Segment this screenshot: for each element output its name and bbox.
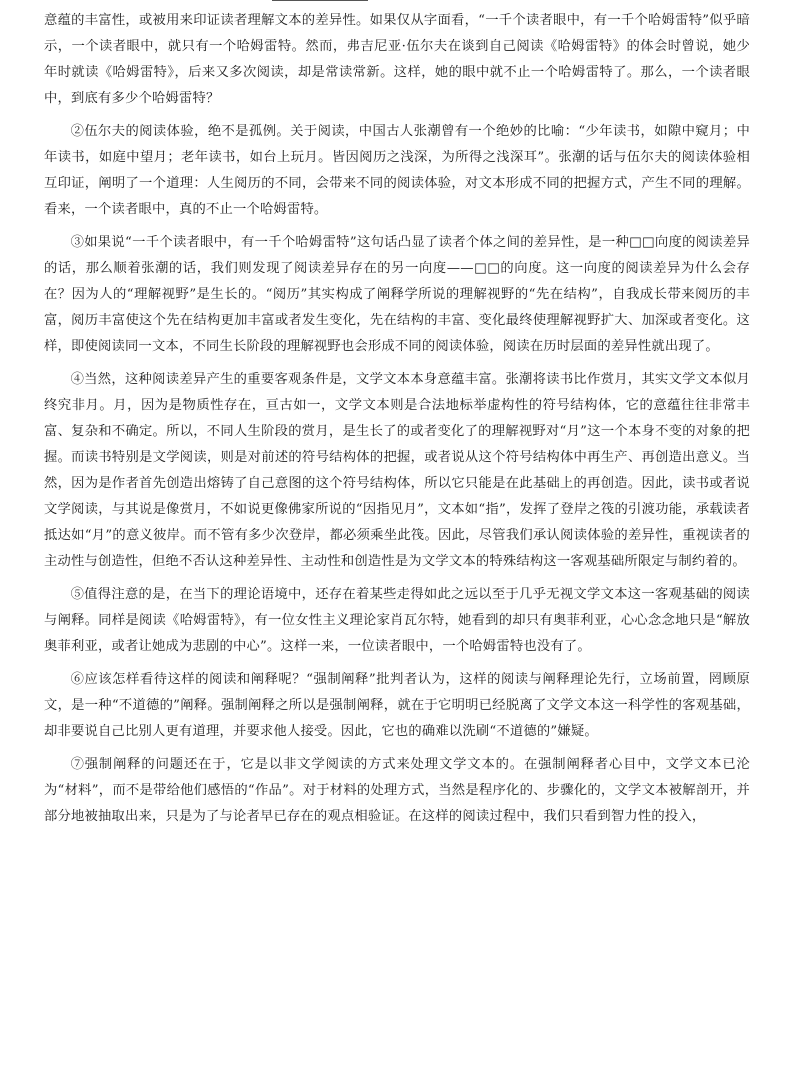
paragraph-4: ④当然，这种阅读差异产生的重要客观条件是，文学文本本身意蕴丰富。张潮将读书比作赏月，其实文学文本似月终究非月。月，因为是物质性存在，亘古如一，文学文本则是合法地标举虚构性的符号结构体，它的意蕴往往非常丰富、复杂和不确定。所以，不同人生阶段的赏月，是生长了的或者变化了的理解视野对“月”这一个本身不变的对象的把握。而读书特别是文学阅读，则是对前述的符号结构体的把握，或者说从这个符号结构体中再生产、再创造出意义。当然，因为是作者首先创造出熔铸了自己意图的这个符号结构体，所以它只能是在此基础上的再创造。因此，读书或者说文学阅读，与其说是像赏月，不如说更像佛家所说的“因指见月”，文本如“指”，发挥了登岸之筏的引渡功能，承载读者抵达如“月”的意义彼岸。而不管有多少次登岸，都必须乘坐此筏。因此，尽管我们承认阅读体验的差异性，重视读者的主动性与创造性，但绝不否认这种差异性、主动性和创造性是为文学文本的特殊结构这一客观基础所限定与制约着的。 (44, 372, 750, 569)
paragraph-5: ⑤值得注意的是，在当下的理论语境中，还存在着某些走得如此之远以至于几乎无视文学文本这一客观基础的阅读与阐释。同样是阅读《哈姆雷特》，有一位女性主义理论家肖瓦尔特，她看到的却只有奥菲利亚，心心念念地只是“解放奥菲利亚，或者让她成为悲剧的中心”。这样一来，一位读者眼中，一个哈姆雷特也没有了。 (44, 587, 750, 654)
paragraph-continuation: 意蕴的丰富性，或被用来印证读者理解文本的差异性。如果仅从字面看，“一千个读者眼中，有一千个哈姆雷特”似乎暗示，一个读者眼中，就只有一个哈姆雷特。然而，弗吉尼亚·伍尔夫在谈到自己阅读《哈姆雷特》的体会时曾说，她少年时就读《哈姆雷特》，后来又多次阅读，却是常读常新。这样，她的眼中就不止一个哈姆雷特了。那么，一个读者眼中，到底有多少个哈姆雷特？ (44, 13, 750, 106)
header-rule (272, 0, 368, 2)
paragraph-2: ②伍尔夫的阅读体验，绝不是孤例。关于阅读，中国古人张潮曾有一个绝妙的比喻：“少年读书，如隙中窥月；中年读书，如庭中望月；老年读书，如台上玩月。皆因阅历之浅深，为所得之浅深耳”。张潮的话与伍尔夫的阅读体验相互印证，阐明了一个道理：人生阅历的不同，会带来不同的阅读体验，对文本形成不同的把握方式，产生不同的理解。看来，一个读者眼中，真的不止一个哈姆雷特。 (44, 124, 750, 217)
paragraph-3: ③如果说“一千个读者眼中，有一千个哈姆雷特”这句话凸显了读者个体之间的差异性，是一种□□向度的阅读差异的话，那么顺着张潮的话，我们则发现了阅读差异存在的另一向度——□□的向度。这一向度的阅读差异为什么会存在？因为人的“理解视野”是生长的。“阅历”其实构成了阐释学所说的理解视野的“先在结构”，自我成长带来阅历的丰富，阅历丰富使这个先在结构更加丰富或者发生变化，先在结构的丰富、变化最终使理解视野扩大、加深或者变化。这样，即使阅读同一文本，不同生长阶段的理解视野也会形成不同的阅读体验，阅读在历时层面的差异性就出现了。 (44, 235, 750, 354)
article-body (44, 8, 750, 837)
paragraph-6: ⑥应该怎样看待这样的阅读和阐释呢？“强制阐释”批判者认为，这样的阅读与阐释理论先行，立场前置，罔顾原文，是一种“不道德的”阐释。强制阐释之所以是强制阐释，就在于它明明已经脱离了文学文本这一科学性的客观基础，却非要说自己比别人更有道理，并要求他人接受。因此，它也的确难以洗刷“不道德的”嫌疑。 (44, 672, 750, 739)
paragraph-7: ⑦强制阐释的问题还在于，它是以非文学阅读的方式来处理文学文本的。在强制阐释者心目中，文学文本已沦为“材料”，而不是带给他们感悟的“作品”。对于材料的处理方式，当然是程序化的、步骤化的，文学文本被解剖开，并部分地被抽取出来，只是为了与论者早已存在的观点相验证。在这样的阅读过程中，我们只看到智力性的投入， (44, 757, 750, 824)
